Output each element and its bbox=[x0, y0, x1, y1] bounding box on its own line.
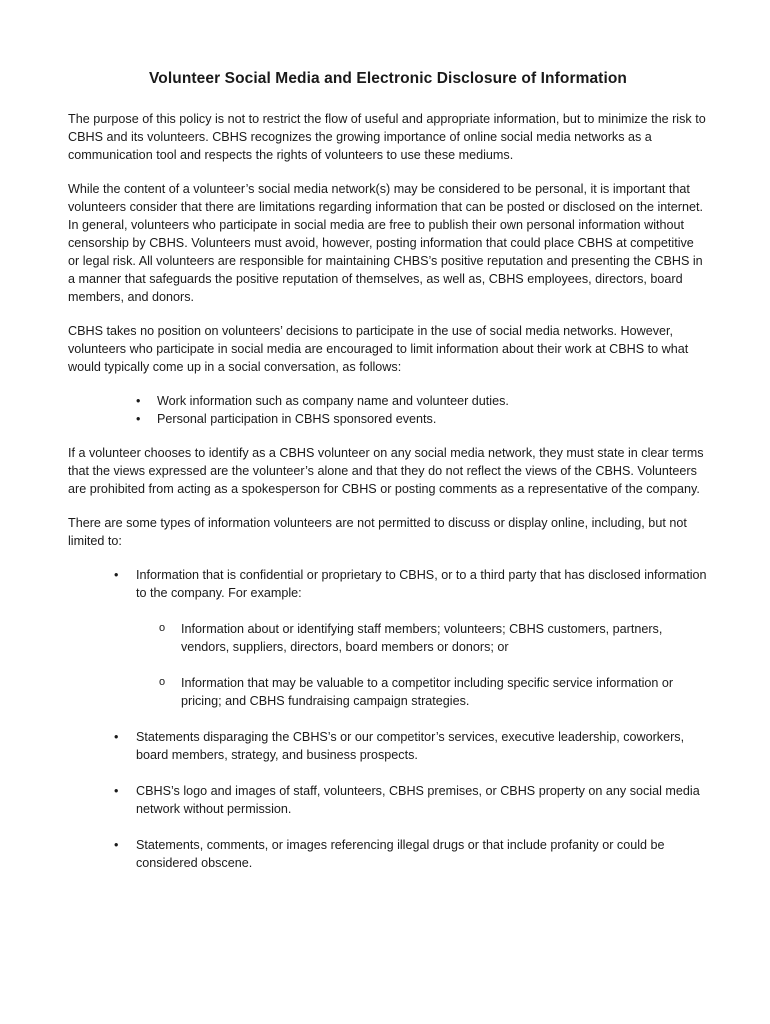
list-item: • Personal participation in CBHS sponsored events. bbox=[136, 410, 708, 428]
list-item: • CBHS’s logo and images of staff, volunteers, CBHS premises, or CBHS property on any social media network without permission. bbox=[114, 782, 708, 818]
list-item: • Statements disparaging the CBHS’s or our competitor’s services, executive leadership, coworkers, board members, strategy, and business prospects. bbox=[114, 728, 708, 764]
list-item-text: Information that is confidential or proprietary to CBHS, or to a third party that has disclosed information to the company. For example: bbox=[136, 568, 707, 600]
paragraph-purpose: The purpose of this policy is not to restrict the flow of useful and appropriate information, but to minimize the risk to CBHS and its volunteers. CBHS recognizes the growing importance of online social media networks as a communication tool and respects the rights of volunteers to use these mediums. bbox=[68, 112, 706, 162]
sublist-item: o Information about or identifying staff members; volunteers; CBHS customers, partners, vendors, suppliers, directors, board members or donors; or bbox=[159, 620, 708, 656]
document-page bbox=[68, 70, 708, 890]
paragraph-restrictions: There are some types of information volunteers are not permitted to discuss or display online, including, but not limited to: bbox=[68, 516, 687, 548]
paragraph-position: CBHS takes no position on volunteers’ decisions to participate in the use of social media networks. However, volunteers who participate in social media are encouraged to limit information about their work at CBHS to what would typically come up in a social conversation, as follows: bbox=[68, 324, 689, 374]
restricted-info-list bbox=[68, 566, 708, 872]
work-info-list bbox=[68, 392, 708, 428]
list-item bbox=[114, 566, 708, 710]
paragraph-content: While the content of a volunteer’s social media network(s) may be considered to be personal, it is important that volunteers consider that there are limitations regarding information that can be posted or disclosed on the internet. In general, volunteers who participate in social media are free to publish their own personal information without censorship by CBHS. Volunteers must avoid, however, posting information that could place CBHS at competitive or legal risk. All volunteers are responsible for maintaining CHBS’s positive reputation and presenting the CBHS in a manner that safeguards the positive reputation of themselves, as well as, CBHS employees, directors, board members, and donors. bbox=[68, 182, 703, 304]
sublist-item: o Information that may be valuable to a competitor including specific service information or pricing; and CBHS fundraising campaign strategies. bbox=[159, 674, 708, 710]
list-item: • Work information such as company name and volunteer duties. bbox=[136, 392, 708, 410]
paragraph-identify: If a volunteer chooses to identify as a CBHS volunteer on any social media network, they must state in clear terms that the views expressed are the volunteer’s alone and that they do not reflect the views of the CBHS. Volunteers are prohibited from acting as a spokesperson for CBHS or posting comments as a representative of the company. bbox=[68, 446, 704, 496]
list-item: • Statements, comments, or images referencing illegal drugs or that include profanity or could be considered obscene. bbox=[114, 836, 708, 872]
example-sublist bbox=[136, 620, 708, 710]
document-title: Volunteer Social Media and Electronic Disclosure of Information bbox=[149, 70, 627, 87]
